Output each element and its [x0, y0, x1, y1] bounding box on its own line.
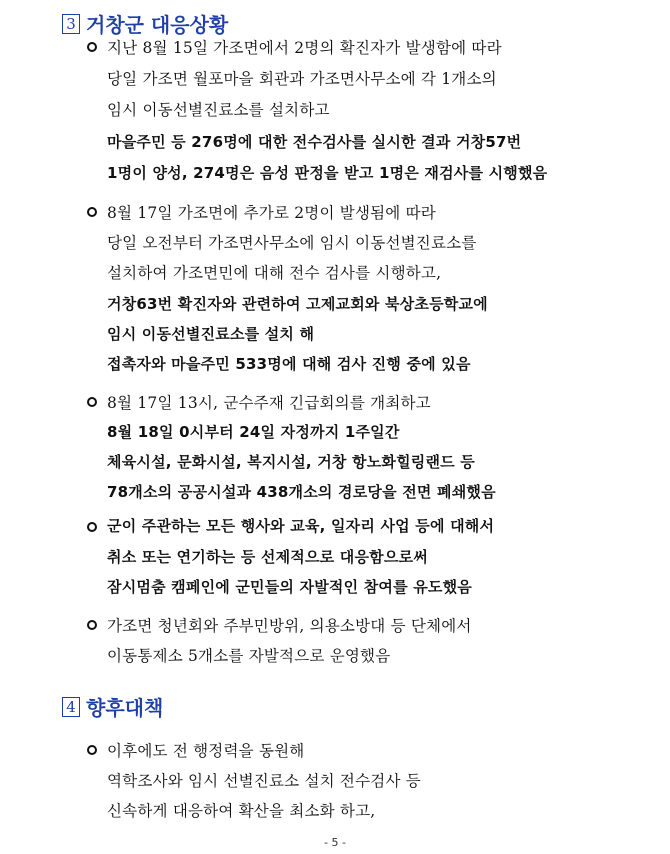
section-4-title: 향후대책: [86, 696, 164, 720]
item-2-bold-line-2: 임시 이동선별진료소를 설치 해: [107, 325, 315, 343]
section-3-number: 3: [62, 14, 80, 34]
page-number: - 5 -: [324, 836, 346, 849]
item-5-line-2: 이동통제소 5개소를 자발적으로 운영했음: [107, 647, 391, 665]
item-1-line-1: 지난 8월 15일 가조면에서 2명의 확진자가 발생함에 따라: [107, 39, 502, 57]
item-3-bold-line-2: 체육시설, 문화시설, 복지시설, 거창 항노화힐링랜드 등: [107, 453, 475, 471]
item-1-line-2: 당일 가조면 월포마을 회관과 가조면사무소에 각 1개소의: [107, 70, 497, 88]
item-1-bold-line-1: 마을주민 등 276명에 대한 전수검사를 실시한 결과 거창57번: [107, 133, 522, 151]
item-2-bold-line-3: 접촉자와 마을주민 533명에 대해 검사 진행 중에 있음: [107, 355, 471, 373]
circle-bullet-icon: [87, 745, 97, 755]
item-4-bold-line-2: 취소 또는 연기하는 등 선제적으로 대응함으로써: [107, 548, 428, 566]
item-4-bold-line-3: 잠시멈춤 캠페인에 군민들의 자발적인 참여를 유도했음: [107, 578, 472, 596]
item-3-line-1: 8월 17일 13시, 군수주재 긴급회의를 개최하고: [107, 394, 431, 412]
item-3-bold-line-3: 78개소의 공공시설과 438개소의 경로당을 전면 폐쇄했음: [107, 483, 496, 501]
item-3-bold-line-1: 8월 18일 0시부터 24일 자정까지 1주일간: [107, 423, 400, 441]
item-2-line-1: 8월 17일 가조면에 추가로 2명이 발생됨에 따라: [107, 204, 436, 222]
section-3-title: 거창군 대응상황: [86, 13, 229, 37]
circle-bullet-icon: [87, 42, 97, 52]
item-4-bold-line-1: 군이 주관하는 모든 행사와 교육, 일자리 사업 등에 대해서: [107, 517, 495, 535]
s4-item-1-line-2: 역학조사와 임시 선별진료소 설치 전수검사 등: [107, 772, 421, 790]
item-2-bold-line-1: 거창63번 확진자와 관련하여 고제교회와 북상초등학교에: [107, 295, 488, 313]
item-1-line-3: 임시 이동선별진료소를 설치하고: [107, 101, 330, 119]
item-1-bold-line-2: 1명이 양성, 274명은 음성 판정을 받고 1명은 재검사를 시행했음: [107, 164, 548, 182]
circle-bullet-icon: [87, 397, 97, 407]
item-5-line-1: 가조면 청년회와 주부민방위, 의용소방대 등 단체에서: [107, 617, 472, 635]
circle-bullet-icon: [87, 620, 97, 630]
s4-item-1-line-1: 이후에도 전 행정력을 동원해: [107, 742, 305, 760]
section-3-heading: [62, 9, 228, 38]
circle-bullet-icon: [87, 207, 97, 217]
item-2-line-2: 당일 오전부터 가조면사무소에 임시 이동선별진료소를: [107, 234, 477, 252]
circle-bullet-icon: [87, 522, 97, 532]
section-4-number: 4: [62, 697, 80, 717]
s4-item-1-line-3: 신속하게 대응하여 확산을 최소화 하고,: [107, 802, 376, 820]
item-2-line-3: 설치하여 가조면민에 대해 전수 검사를 시행하고,: [107, 264, 442, 282]
section-4-heading: [62, 692, 163, 721]
